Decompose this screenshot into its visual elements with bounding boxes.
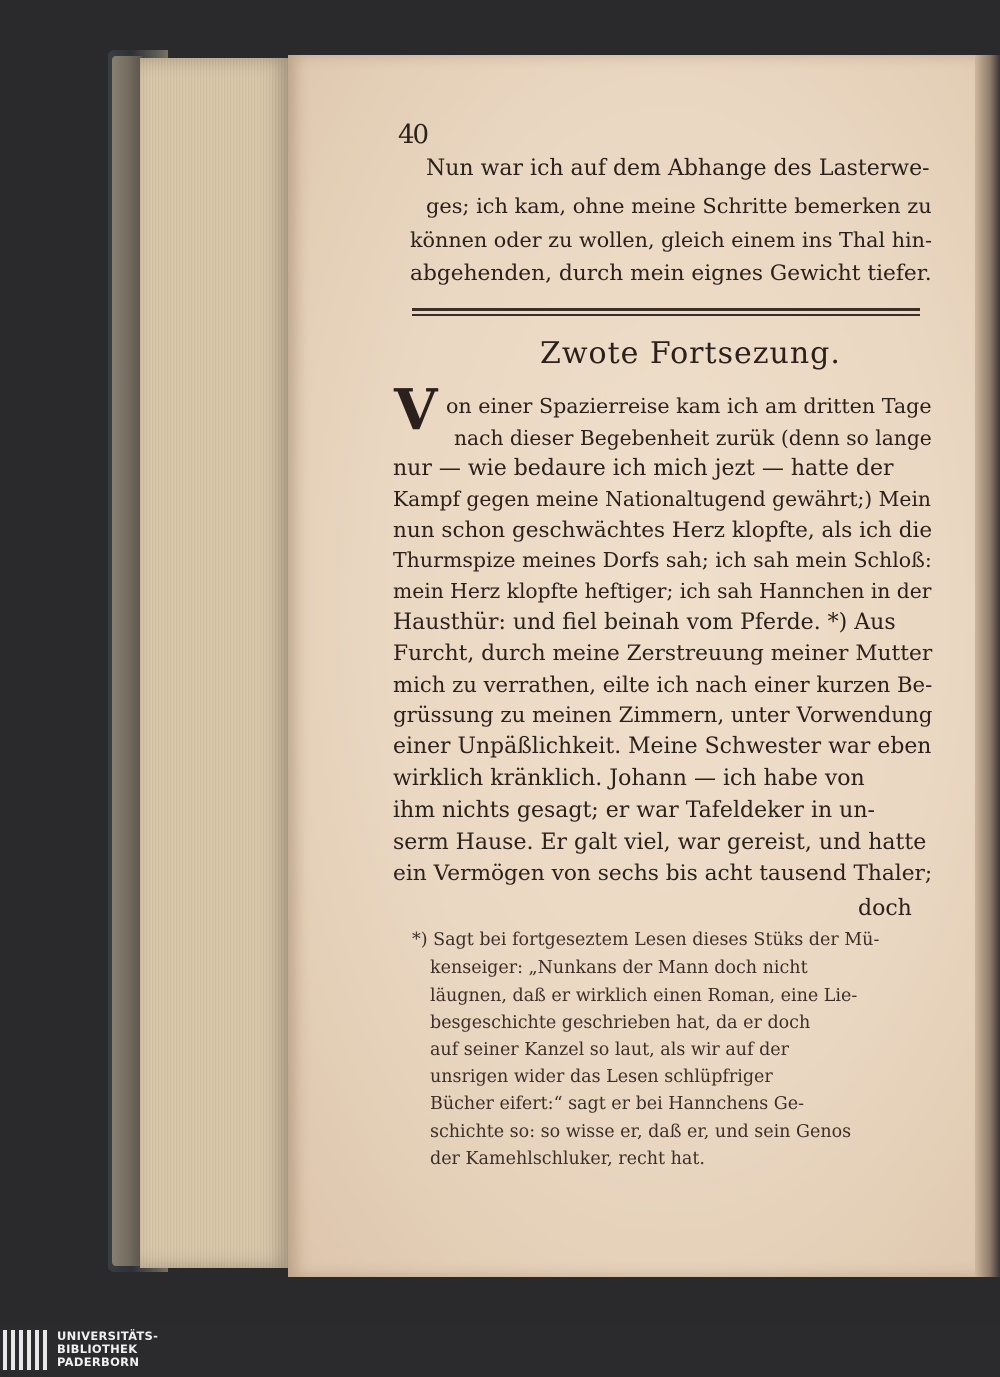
text-line: nur — wie bedaure ich mich jezt — hatte der bbox=[393, 456, 894, 481]
divider-rule bbox=[412, 314, 920, 316]
section-heading: Zwote Fortsezung. bbox=[540, 336, 841, 371]
logo-line: BIBLIOTHEK bbox=[57, 1342, 138, 1356]
text-line: können oder zu wollen, gleich einem ins Thal hin- bbox=[410, 228, 932, 252]
text-line: Kampf gegen meine Nationaltugend gewährt;) Mein bbox=[393, 487, 931, 511]
footnote-line: kenseiger: „Nunkans der Mann doch nicht bbox=[430, 958, 808, 978]
catchword: doch bbox=[858, 896, 912, 921]
footnote-line: auf seiner Kanzel so laut, als wir auf der bbox=[430, 1040, 790, 1060]
page-number: 40 bbox=[398, 120, 428, 150]
text-line: abgehenden, durch mein eignes Gewicht tiefer. bbox=[410, 261, 932, 286]
text-line: nun schon geschwächtes Herz klopfte, als ich die bbox=[393, 518, 933, 543]
text-line: Hausthür: und fiel beinah vom Pferde. *) Aus bbox=[393, 610, 896, 635]
text-line: Nun war ich auf dem Abhange des Lasterwe- bbox=[426, 156, 930, 181]
text-line: ges; ich kam, ohne meine Schritte bemerken zu bbox=[426, 194, 932, 218]
text-line: on einer Spazierreise kam ich am dritten Tage bbox=[446, 394, 932, 418]
text-line: serm Hause. Er galt viel, war gereist, und hatte bbox=[393, 830, 927, 855]
footnote-line: *) Sagt bei fortgeseztem Lesen dieses Stüks der Mü- bbox=[412, 930, 880, 950]
footnote-line: besgeschichte geschrieben hat, da er doch bbox=[430, 1013, 811, 1033]
footnote-line: Bücher eifert:“ sagt er bei Hannchens Ge- bbox=[430, 1094, 805, 1114]
text-line: Thurmspize meines Dorfs sah; ich sah mein Schloß: bbox=[393, 548, 932, 572]
library-logo-text bbox=[57, 1330, 158, 1369]
text-line: Furcht, durch meine Zerstreuung meiner Mutter bbox=[393, 641, 933, 666]
logo-line: UNIVERSITÄTS- bbox=[57, 1329, 159, 1343]
footnote-line: unsrigen wider das Lesen schlüpfriger bbox=[430, 1067, 773, 1087]
text-line: einer Unpäßlichkeit. Meine Schwester war eben bbox=[393, 734, 932, 759]
drop-cap: V bbox=[394, 377, 438, 443]
cover-edge bbox=[112, 56, 142, 1266]
library-logo-icon bbox=[3, 1330, 53, 1370]
footnote-line: der Kamehlschluker, recht hat. bbox=[430, 1149, 705, 1169]
page-gutter bbox=[975, 55, 1000, 1277]
text-line: grüssung zu meinen Zimmern, unter Vorwendung bbox=[393, 703, 933, 728]
text-line: mich zu verrathen, eilte ich nach einer kurzen Be- bbox=[393, 672, 933, 697]
page-edges bbox=[140, 58, 290, 1268]
text-line: ihm nichts gesagt; er war Tafeldeker in un- bbox=[393, 798, 875, 823]
divider-rule bbox=[412, 308, 920, 311]
logo-line: PADERBORN bbox=[57, 1355, 140, 1369]
footnote-line: schichte so: so wisse er, daß er, und sein Genos bbox=[430, 1122, 852, 1142]
footnote-line: läugnen, daß er wirklich einen Roman, eine Lie- bbox=[430, 986, 858, 1006]
text-line: wirklich kränklich. Johann — ich habe von bbox=[393, 766, 865, 791]
text-line: mein Herz klopfte heftiger; ich sah Hannchen in der bbox=[393, 579, 932, 603]
text-line: nach dieser Begebenheit zurük (denn so lange bbox=[454, 426, 932, 450]
text-line: ein Vermögen von sechs bis acht tausend Thaler; bbox=[393, 861, 933, 886]
